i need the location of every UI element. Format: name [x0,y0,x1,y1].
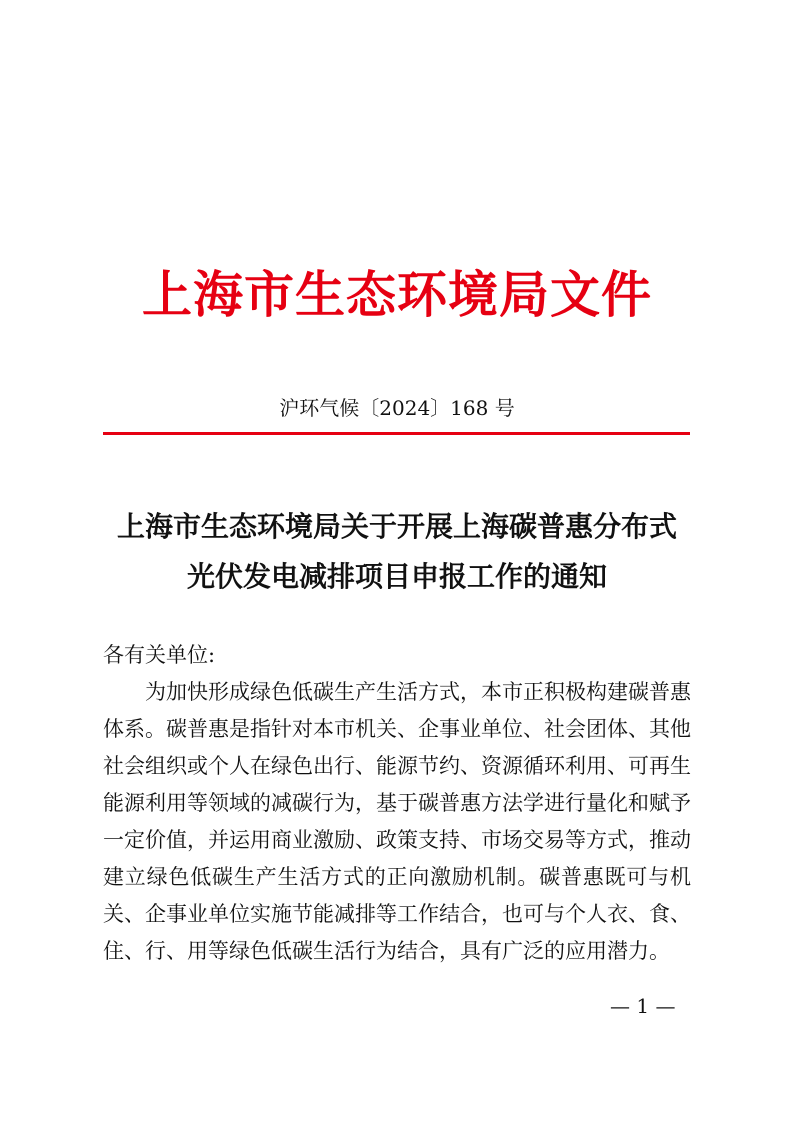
body-line: 关、企事业单位实施节能减排等工作结合，也可与个人衣、食、 [103,902,691,926]
body-line: 建立绿色低碳生产生活方式的正向激励机制。碳普惠既可与机 [103,865,691,889]
issuer-header-title: 上海市生态环境局文件 [142,265,652,324]
red-divider-line [103,432,690,435]
body-line: 为加快形成绿色低碳生产生活方式，本市正积极构建碳普惠 [145,680,691,704]
body-line: 能源利用等领域的减碳行为，基于碳普惠方法学进行量化和赋予 [103,791,691,815]
document-title-line-2: 光伏发电减排项目申报工作的通知 [186,560,607,593]
page-number: — 1 — [610,994,676,1018]
body-line: 体系。碳普惠是指针对本市机关、企事业单位、社会团体、其他 [103,717,691,741]
body-line: 一定价值，并运用商业激励、政策支持、市场交易等方式，推动 [103,828,691,852]
salutation: 各有关单位: [103,643,216,667]
document-title-line-1: 上海市生态环境局关于开展上海碳普惠分布式 [116,510,677,543]
body-line: 住、行、用等绿色低碳生活行为结合，具有广泛的应用潜力。 [103,939,670,963]
body-line: 社会组织或个人在绿色出行、能源节约、资源循环利用、可再生 [103,754,691,778]
document-number: 沪环气候〔2024〕168 号 [279,396,515,420]
